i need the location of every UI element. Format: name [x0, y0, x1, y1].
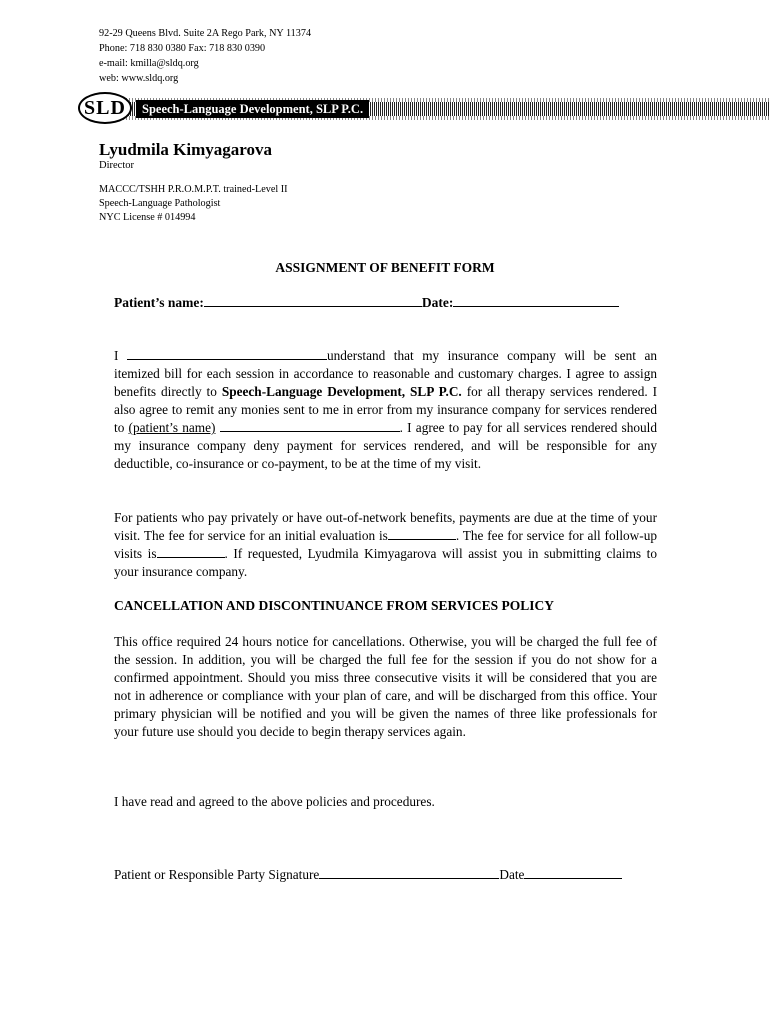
director-title: Director — [99, 160, 134, 171]
website: web: www.sldq.org — [99, 73, 179, 84]
letterhead-banner — [78, 98, 770, 120]
email: e-mail: kmilla@sldq.org — [99, 58, 199, 69]
form-title: ASSIGNMENT OF BENEFIT FORM — [275, 260, 495, 275]
follow-up-fee-field[interactable] — [157, 545, 225, 558]
patient-info-line — [114, 294, 619, 311]
sld-logo: SLD — [78, 92, 132, 124]
credential-line: MACCC/TSHH P.R.O.M.P.T. trained-Level II — [99, 184, 288, 195]
initial-evaluation-fee-field[interactable] — [388, 527, 456, 540]
text-run: I — [114, 348, 119, 363]
text-run: For patients who pay privately or have out-of-network benefits, payments are due at the time of your visit. The fee for service for an initial evaluation is — [114, 510, 657, 543]
patient-name-placeholder: (patient’s name) — [128, 420, 216, 435]
credential-line: Speech-Language Pathologist — [99, 198, 221, 209]
signature-line — [114, 866, 622, 883]
date-field[interactable] — [453, 294, 619, 307]
cancellation-paragraph: This office required 24 hours notice for cancellations. Otherwise, you will be charged the full fee of the session. In addition, you will be charged the full fee for the session if you do not show for a confirmed appointment. Should you miss three consecutive visits it will be considered that you are not in adherence or compliance with your plan of care, and will be discharged from this office. Your primary physician will be notified and you will be given the names of three like professionals for your future use should you decide to begin therapy services again. — [114, 634, 657, 739]
signature-label: Patient or Responsible Party Signature — [114, 867, 320, 882]
company-name: Speech-Language Development, SLP P.C. — [221, 384, 462, 399]
patient-name-label: Patient’s name: — [114, 295, 204, 310]
agreement-statement: I have read and agreed to the above policies and procedures. — [114, 794, 435, 809]
firm-name: Speech-Language Development, SLP P.C. — [136, 100, 369, 118]
insured-name-field[interactable] — [127, 347, 327, 360]
credentials — [99, 183, 288, 225]
signature-field[interactable] — [319, 866, 499, 879]
date-label: Date: — [421, 295, 454, 310]
text-run: for all therapy services rendered. I also agree to remit any monies sent to me in error from my insurance company for services rendered to — [114, 384, 658, 435]
signature-date-field[interactable] — [524, 866, 622, 879]
assignment-paragraph — [114, 347, 657, 473]
contact-block — [99, 26, 311, 86]
text-run: . The fee for service for all follow-up visits is — [114, 528, 657, 561]
director-name: Lyudmila Kimyagarova — [99, 140, 273, 159]
text-run: . I agree to pay for all services rendered should my insurance company deny payment for services rendered, and will be responsible for any deductible, co-insurance or co-payment, to be at the time of my visit. — [114, 420, 658, 471]
text-run: understand that my insurance company will be sent an itemized bill for each session in accordance to reasonable and customary charges. I agree to assign benefits directly to — [114, 348, 658, 399]
payment-paragraph — [114, 509, 657, 581]
signature-date-label: Date — [499, 867, 525, 882]
credential-line: NYC License # 014994 — [99, 212, 196, 223]
cancellation-heading: CANCELLATION AND DISCONTINUANCE FROM SERVICES POLICY — [114, 598, 554, 613]
phone-fax: Phone: 718 830 0380 Fax: 718 830 0390 — [99, 43, 266, 54]
address: 92-29 Queens Blvd. Suite 2A Rego Park, NY 11374 — [99, 28, 312, 39]
patient-name-blank[interactable] — [220, 419, 400, 432]
patient-name-field[interactable] — [204, 294, 422, 307]
text-run: . If requested, Lyudmila Kimyagarova will assist you in submitting claims to your insurance company. — [114, 546, 657, 579]
